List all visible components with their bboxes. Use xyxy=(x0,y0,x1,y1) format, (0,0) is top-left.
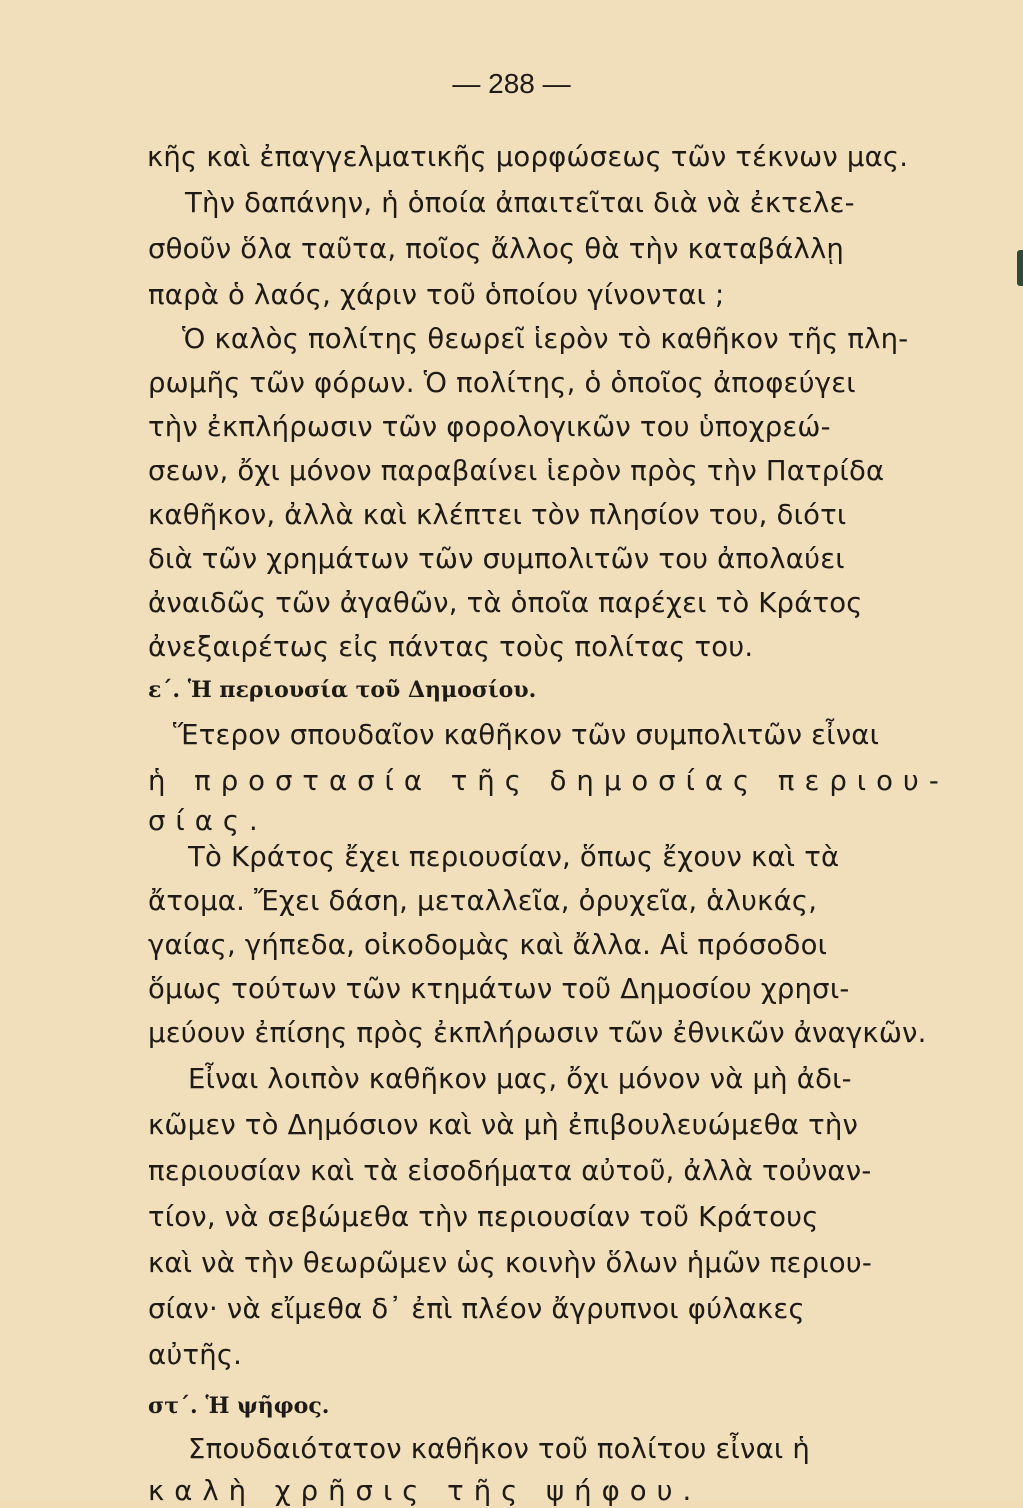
text-line: σίας. xyxy=(148,805,268,837)
text-line: Σπουδαιότατον καθῆκον τοῦ πολίτου εἶναι ἡ xyxy=(188,1433,811,1465)
text-line: διὰ τῶν χρημάτων τῶν συμπολιτῶν του ἀπολαύει xyxy=(148,543,845,575)
text-line: καλὴ χρῆσις τῆς ψήφου. xyxy=(148,1475,702,1507)
text-line: μεύουν ἐπίσης πρὸς ἐκπλήρωσιν τῶν ἐθνικῶν ἀναγκῶν. xyxy=(148,1017,927,1049)
text-line: αὐτῆς. xyxy=(148,1339,243,1371)
text-line: σεων, ὄχι μόνον παραβαίνει ἱερὸν πρὸς τὴν Πατρίδα xyxy=(148,455,885,487)
page-number: — 288 — xyxy=(452,68,571,99)
text-line: παρὰ ὁ λαός, χάριν τοῦ ὁποίου γίνονται ; xyxy=(148,279,725,311)
text-line: Τὴν δαπάνην, ἡ ὁποία ἀπαιτεῖται διὰ νὰ ἐκτελε- xyxy=(185,187,855,219)
text-line: κῶμεν τὸ Δημόσιον καὶ νὰ μὴ ἐπιβουλευώμεθα τὴν xyxy=(148,1109,859,1141)
text-line: Ὁ καλὸς πολίτης θεωρεῖ ἱερὸν τὸ καθῆκον τῆς πλη- xyxy=(182,323,909,355)
text-line: σθοῦν ὅλα ταῦτα, ποῖος ἄλλος θὰ τὴν καταβάλλῃ xyxy=(148,233,845,265)
text-line: ἄτομα. Ἔχει δάση, μεταλλεῖα, ὀρυχεῖα, ἁλυκάς, xyxy=(148,885,818,917)
text-line: περιουσίαν καὶ τὰ εἰσοδήματα αὐτοῦ, ἀλλὰ τοὐναν- xyxy=(148,1155,872,1187)
text-line: γαίας, γήπεδα, οἰκοδομὰς καὶ ἄλλα. Αἱ πρόσοδοι xyxy=(148,929,828,961)
text-line: Εἶναι λοιπὸν καθῆκον μας, ὄχι μόνον νὰ μὴ ἀδι- xyxy=(188,1063,852,1095)
section-heading: στ΄. Ἡ ψῆφος. xyxy=(148,1393,330,1419)
text-line: ὅμως τούτων τῶν κτημάτων τοῦ Δημοσίου χρησι- xyxy=(148,973,850,1005)
text-line: τίον, νὰ σεβώμεθα τὴν περιουσίαν τοῦ Κράτους xyxy=(148,1201,819,1233)
text-line: τὴν ἐκπλήρωσιν τῶν φορολογικῶν του ὑποχρεώ- xyxy=(148,411,831,443)
text-line: καθῆκον, ἀλλὰ καὶ κλέπτει τὸν πλησίον του, διότι xyxy=(148,499,847,531)
text-line: Ἕτερον σπουδαῖον καθῆκον τῶν συμπολιτῶν εἶναι xyxy=(173,719,880,751)
section-heading: ε΄. Ἡ περιουσία τοῦ Δημοσίου. xyxy=(148,677,537,703)
text-line: κῆς καὶ ἐπαγγελματικῆς μορφώσεως τῶν τέκνων μας. xyxy=(147,141,909,173)
page-edge-mark xyxy=(1017,250,1023,286)
text-line: ἀνεξαιρέτως εἰς πάντας τοὺς πολίτας του. xyxy=(148,631,754,663)
text-line: ἡ προστασία τῆς δημοσίας περιου- xyxy=(148,765,949,797)
text-line: ρωμῆς τῶν φόρων. Ὁ πολίτης, ὁ ὁποῖος ἀποφεύγει xyxy=(148,367,856,399)
text-line: Τὸ Κράτος ἔχει περιουσίαν, ὅπως ἔχουν καὶ τὰ xyxy=(188,841,840,873)
text-line: σίαν· νὰ εἴμεθα δ᾿ ἐπὶ πλέον ἄγρυπνοι φύλακες xyxy=(148,1293,805,1325)
text-line: ἀναιδῶς τῶν ἀγαθῶν, τὰ ὁποῖα παρέχει τὸ Κράτος xyxy=(148,587,863,619)
text-line: καὶ νὰ τὴν θεωρῶμεν ὡς κοινὴν ὅλων ἡμῶν περιου- xyxy=(148,1247,873,1279)
